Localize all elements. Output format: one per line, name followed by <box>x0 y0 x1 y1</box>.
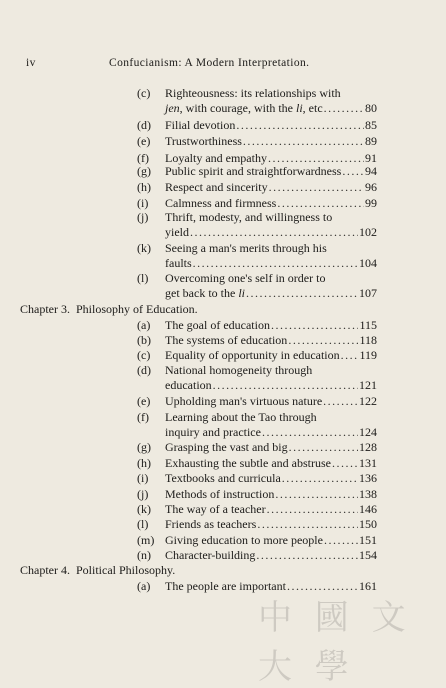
entry-title: Trustworthiness <box>165 134 242 148</box>
entry-title-cont: get back to the li <box>165 286 245 300</box>
entry-label: (a) <box>137 318 151 332</box>
entry-title: Equality of opportunity in education <box>165 348 340 362</box>
entry-label: (e) <box>137 394 151 408</box>
entry-label: (n) <box>137 548 151 562</box>
entry-title: Textbooks and curricula <box>165 471 281 485</box>
entry-title: Overcoming one's self in order to <box>165 271 326 285</box>
chapter-label: Chapter 4. <box>20 563 70 577</box>
entry-page: 161 <box>359 579 377 593</box>
entry-page: 104 <box>359 256 377 270</box>
chapter-title: Political Philosophy. <box>76 563 176 577</box>
dot-leader <box>246 286 358 301</box>
entry-label: (g) <box>137 440 151 454</box>
entry-label: (e) <box>137 134 151 148</box>
dot-leader <box>324 101 364 116</box>
entry-title: Respect and sincerity <box>165 180 268 194</box>
entry-page: 99 <box>365 196 377 210</box>
entry-title: Exhausting the subtle and abstruse <box>165 456 331 470</box>
entry-title: The goal of education <box>165 318 270 332</box>
entry-page: 80 <box>365 101 377 115</box>
entry-title-cont: jen, with courage, with the li, etc <box>165 101 323 115</box>
entry-page: 150 <box>359 517 377 531</box>
entry-page: 121 <box>359 378 377 392</box>
entry-title: Upholding man's virtuous nature <box>165 394 323 408</box>
entry-label: (b) <box>137 333 151 347</box>
dot-leader <box>332 456 358 471</box>
entry-title-cont: inquiry and practice <box>165 425 261 439</box>
entry-label: (g) <box>137 164 151 178</box>
watermark-stamp: 中 國 文 大 學 <box>258 598 412 687</box>
dot-leader <box>323 394 358 409</box>
entry-title: Learning about the Tao through <box>165 410 317 424</box>
dot-leader <box>287 579 358 594</box>
dot-leader <box>271 318 358 333</box>
entry-title-cont: yield <box>165 225 189 239</box>
entry-label: (k) <box>137 241 151 255</box>
page-number: iv <box>26 57 36 69</box>
entry-label: (f) <box>137 410 149 424</box>
entry-title: The people are important <box>165 579 286 593</box>
entry-page: 124 <box>359 425 377 439</box>
dot-leader <box>277 196 364 211</box>
dot-leader <box>257 517 358 532</box>
entry-page: 151 <box>359 533 377 547</box>
entry-label: (l) <box>137 271 149 285</box>
entry-page: 85 <box>365 118 377 132</box>
entry-title: Thrift, modesty, and willingness to <box>165 210 333 224</box>
entry-page: 119 <box>359 348 377 362</box>
entry-title-cont: faults <box>165 256 192 270</box>
entry-label: (i) <box>137 471 149 485</box>
dot-leader <box>267 502 358 517</box>
chapter-title: Philosophy of Education. <box>76 302 198 316</box>
dot-leader <box>288 333 358 348</box>
entry-title: Giving education to more people <box>165 533 323 547</box>
entry-label: (h) <box>137 180 151 194</box>
dot-leader <box>342 164 364 179</box>
entry-label: (i) <box>137 196 149 210</box>
dot-leader <box>213 378 358 393</box>
entry-title: Loyalty and empathy <box>165 151 267 165</box>
dot-leader <box>324 533 358 548</box>
entry-label: (c) <box>137 86 151 100</box>
entry-title: Public spirit and straightforwardness <box>165 164 342 178</box>
entry-label: (a) <box>137 579 151 593</box>
entry-page: 122 <box>359 394 377 408</box>
dot-leader <box>236 118 364 133</box>
entry-title: Righteousness: its relationships with <box>165 86 341 100</box>
entry-page: 138 <box>359 487 377 501</box>
entry-page: 154 <box>359 548 377 562</box>
dot-leader <box>289 440 358 455</box>
entry-title: The way of a teacher <box>165 502 266 516</box>
entry-label: (d) <box>137 118 151 132</box>
entry-label: (c) <box>137 348 151 362</box>
entry-title: Calmness and firmness <box>165 196 277 210</box>
entry-page: 131 <box>359 456 377 470</box>
dot-leader <box>256 548 358 563</box>
dot-leader <box>262 425 358 440</box>
entry-page: 102 <box>359 225 377 239</box>
entry-label: (j) <box>137 487 149 501</box>
dot-leader <box>282 471 358 486</box>
entry-label: (d) <box>137 363 151 377</box>
entry-title: Seeing a man's merits through his <box>165 241 327 255</box>
entry-page: 94 <box>365 164 377 178</box>
entry-title: Grasping the vast and big <box>165 440 288 454</box>
entry-title: Friends as teachers <box>165 517 257 531</box>
dot-leader <box>243 134 364 149</box>
dot-leader <box>269 180 364 195</box>
entry-page: 146 <box>359 502 377 516</box>
entry-title: Filial devotion <box>165 118 236 132</box>
dot-leader <box>193 256 358 271</box>
entry-title: National homogeneity through <box>165 363 313 377</box>
entry-page: 115 <box>359 318 377 332</box>
entry-label: (l) <box>137 517 149 531</box>
entry-page: 89 <box>365 134 377 148</box>
entry-page: 107 <box>359 286 377 300</box>
entry-title: Character-building <box>165 548 256 562</box>
dot-leader <box>341 348 359 363</box>
entry-title: Methods of instruction <box>165 487 275 501</box>
entry-page: 128 <box>359 440 377 454</box>
dot-leader <box>275 487 358 502</box>
entry-label: (k) <box>137 502 151 516</box>
entry-label: (h) <box>137 456 151 470</box>
entry-label: (m) <box>137 533 155 547</box>
entry-label: (j) <box>137 210 149 224</box>
entry-title: The systems of education <box>165 333 288 347</box>
entry-page: 136 <box>359 471 377 485</box>
entry-page: 118 <box>359 333 377 347</box>
dot-leader <box>190 225 358 240</box>
entry-page: 96 <box>365 180 377 194</box>
entry-page: 91 <box>365 151 377 165</box>
entry-label: (f) <box>137 151 149 165</box>
entry-title-cont: education <box>165 378 212 392</box>
running-title: Confucianism: A Modern Interpretation. <box>109 57 310 69</box>
chapter-label: Chapter 3. <box>20 302 70 316</box>
